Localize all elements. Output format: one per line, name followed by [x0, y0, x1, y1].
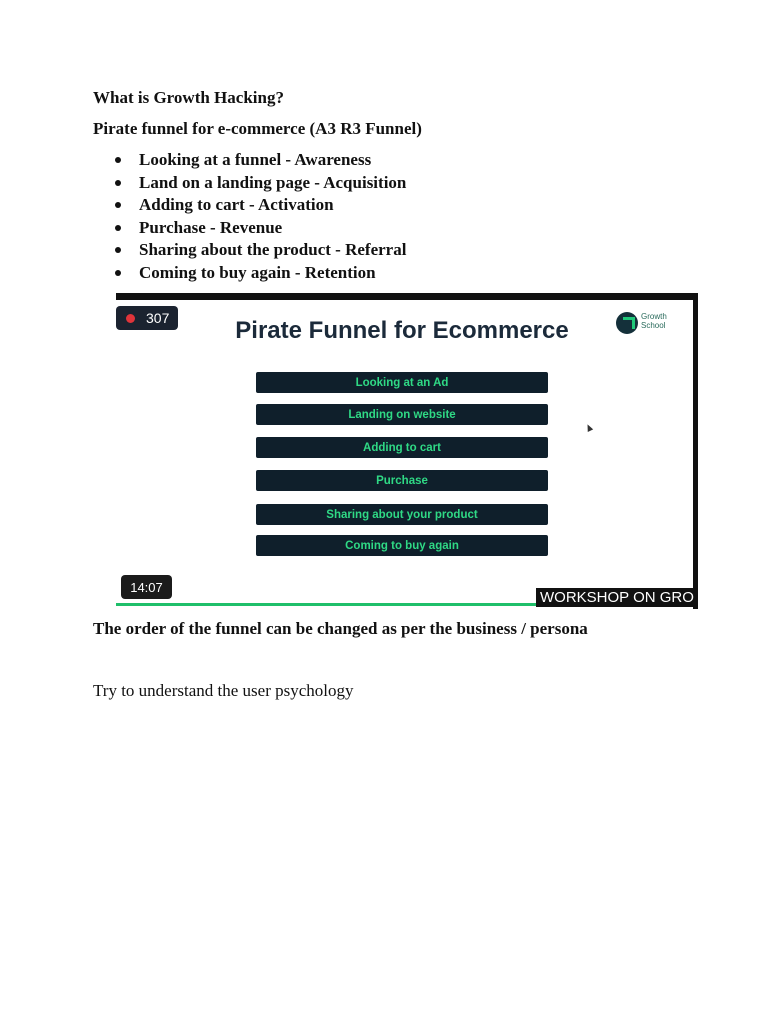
list-item	[115, 150, 406, 173]
funnel-order-note: The order of the funnel can be changed as per the business / persona	[93, 619, 588, 638]
funnel-step: Coming to buy again	[256, 535, 548, 556]
funnel-step: Looking at an Ad	[256, 372, 548, 393]
list-item-text: Adding to cart - Activation	[139, 195, 334, 215]
list-item-text: Sharing about the product - Referral	[139, 240, 407, 260]
bullet-icon	[115, 180, 121, 186]
viewer-count: 307	[146, 310, 170, 326]
funnel-step: Purchase	[256, 470, 548, 491]
list-item	[115, 263, 406, 286]
workshop-banner: WORKSHOP ON GRO	[536, 588, 698, 607]
video-timestamp: 14:07	[121, 575, 172, 599]
funnel-step: Sharing about your product	[256, 504, 548, 525]
mouse-cursor-icon	[585, 423, 593, 432]
bullet-icon	[115, 247, 121, 253]
funnel-bullet-list	[115, 150, 406, 286]
video-progress-line	[116, 603, 536, 606]
growth-school-logo	[616, 310, 676, 334]
logo-text: Growth School	[641, 312, 667, 330]
list-item	[115, 173, 406, 196]
bullet-icon	[115, 225, 121, 231]
page-heading: What is Growth Hacking?	[93, 88, 284, 107]
list-item-text: Land on a landing page - Acquisition	[139, 172, 407, 192]
bullet-icon	[115, 202, 121, 208]
section-subheading: Pirate funnel for e-commerce (A3 R3 Funnel)	[93, 119, 422, 138]
logo-arrow-icon	[616, 312, 638, 334]
list-item	[115, 218, 406, 241]
slide-title: Pirate Funnel for Ecommerce	[235, 317, 569, 344]
video-right-border	[693, 293, 698, 609]
body-paragraph: Try to understand the user psychology	[93, 681, 354, 700]
list-item-text: Looking at a funnel - Awareness	[139, 150, 372, 169]
list-item	[115, 195, 406, 218]
bullet-icon	[115, 157, 121, 163]
bullet-icon	[115, 270, 121, 276]
list-item	[115, 240, 406, 263]
funnel-step: Landing on website	[256, 404, 548, 425]
funnel-step: Adding to cart	[256, 437, 548, 458]
embedded-video-screenshot	[116, 293, 698, 609]
list-item-text: Purchase - Revenue	[139, 217, 283, 237]
video-top-border	[116, 293, 698, 300]
list-item-text: Coming to buy again - Retention	[139, 262, 376, 282]
